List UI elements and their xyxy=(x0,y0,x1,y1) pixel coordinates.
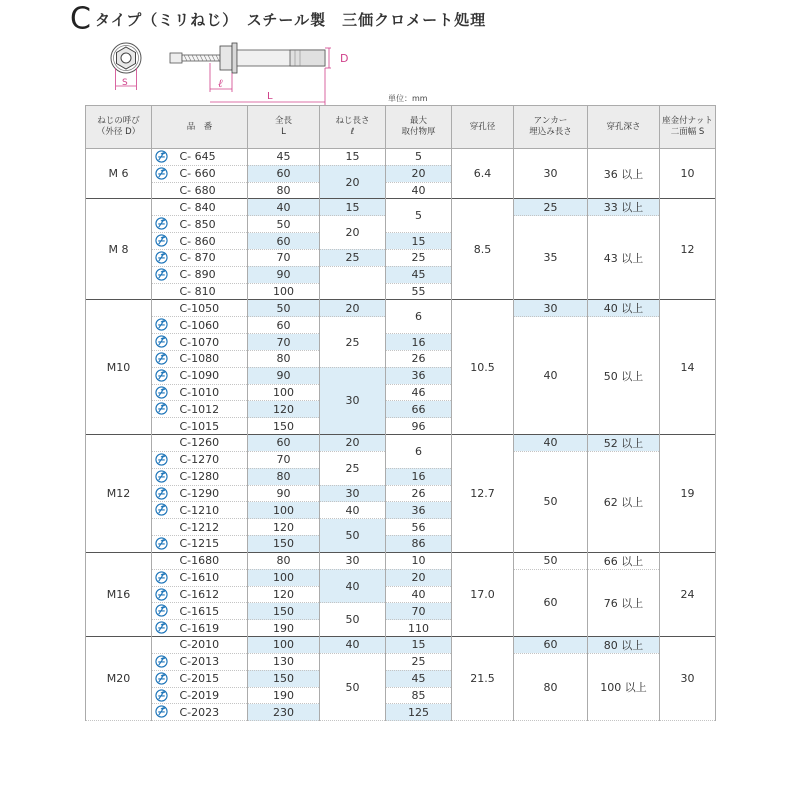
product-code-cell xyxy=(152,249,248,266)
length-cell: 50 xyxy=(248,216,320,233)
anchor-mark-icon xyxy=(155,234,168,247)
length-cell: 45 xyxy=(248,149,320,166)
product-code: C-1619 xyxy=(179,621,220,635)
thread-length-cell: 30 xyxy=(320,367,386,434)
product-code-cell xyxy=(152,199,248,216)
thread-length-cell: 30 xyxy=(320,485,386,502)
anchor-mark-icon xyxy=(155,268,168,281)
product-code: C-1270 xyxy=(179,453,220,467)
product-code-cell xyxy=(152,334,248,351)
hole-diameter-cell: 6.4 xyxy=(452,149,514,199)
max-fixture-cell: 5 xyxy=(386,149,452,166)
product-code: C-1280 xyxy=(179,470,220,484)
product-code: C- 870 xyxy=(179,251,216,265)
length-cell: 90 xyxy=(248,485,320,502)
anchor-mark-icon xyxy=(155,150,168,163)
table-row xyxy=(86,199,716,216)
thread-length-cell: 20 xyxy=(320,165,386,199)
thread-length-cell: 30 xyxy=(320,552,386,569)
product-code: C-1050 xyxy=(179,301,220,315)
product-code: C-2015 xyxy=(179,672,220,686)
hole-depth-cell: 33 以上 xyxy=(588,199,660,216)
product-code-cell xyxy=(152,317,248,334)
length-cell: 80 xyxy=(248,182,320,199)
nut-width-cell: 19 xyxy=(660,434,716,552)
max-fixture-cell: 96 xyxy=(386,418,452,435)
anchor-mark-icon xyxy=(155,537,168,550)
length-cell: 60 xyxy=(248,317,320,334)
product-code-cell xyxy=(152,704,248,721)
type-letter: C xyxy=(70,1,91,37)
max-fixture-cell: 55 xyxy=(386,283,452,300)
header-nut: 座金付ナット 二面幅 S xyxy=(660,106,716,149)
embed-length-cell: 35 xyxy=(514,216,588,300)
product-code-cell xyxy=(152,620,248,637)
product-code-cell xyxy=(152,653,248,670)
product-code: C- 860 xyxy=(179,234,216,248)
product-code-cell xyxy=(152,266,248,283)
product-code: C- 680 xyxy=(179,183,216,197)
anchor-mark-icon xyxy=(155,369,168,382)
product-code: C- 810 xyxy=(179,284,216,298)
label-d: D xyxy=(340,52,349,65)
anchor-mark-icon xyxy=(155,352,168,365)
embed-length-cell: 40 xyxy=(514,317,588,435)
product-code: C-2023 xyxy=(179,705,220,719)
max-fixture-cell: 20 xyxy=(386,165,452,182)
product-code: C-1015 xyxy=(179,419,220,433)
product-code: C- 840 xyxy=(179,200,216,214)
product-code: C-1680 xyxy=(179,554,220,568)
header-size: ねじの呼び （外径 D） xyxy=(86,106,152,149)
thread-length-cell: 20 xyxy=(320,300,386,317)
embed-length-cell: 40 xyxy=(514,434,588,451)
max-fixture-cell: 85 xyxy=(386,687,452,704)
thread-length-cell: 25 xyxy=(320,249,386,266)
anchor-mark-icon xyxy=(155,217,168,230)
product-code-cell xyxy=(152,603,248,620)
length-cell: 100 xyxy=(248,636,320,653)
product-code: C-2010 xyxy=(179,638,220,652)
max-fixture-cell: 5 xyxy=(386,199,452,233)
hole-depth-cell: 52 以上 xyxy=(588,434,660,451)
thread-length-cell: 50 xyxy=(320,653,386,720)
hole-depth-cell: 50 以上 xyxy=(588,317,660,435)
max-fixture-cell: 70 xyxy=(386,603,452,620)
header-maxfix: 最大 取付物厚 xyxy=(386,106,452,149)
anchor-mark-icon xyxy=(155,621,168,634)
product-code-cell xyxy=(152,165,248,182)
max-fixture-cell: 10 xyxy=(386,552,452,569)
length-cell: 70 xyxy=(248,249,320,266)
hole-depth-cell: 40 以上 xyxy=(588,300,660,317)
table-row xyxy=(86,569,716,586)
anchor-bolt-diagram xyxy=(95,36,365,106)
product-code-cell xyxy=(152,401,248,418)
size-cell: M 6 xyxy=(86,149,152,199)
product-code-cell xyxy=(152,502,248,519)
embed-length-cell: 30 xyxy=(514,149,588,199)
product-code-cell xyxy=(152,283,248,300)
product-code-cell xyxy=(152,384,248,401)
nut-width-cell: 24 xyxy=(660,552,716,636)
anchor-mark-icon xyxy=(155,672,168,685)
product-code-cell xyxy=(152,535,248,552)
product-code: C-1290 xyxy=(179,486,220,500)
max-fixture-cell: 25 xyxy=(386,653,452,670)
length-cell: 120 xyxy=(248,401,320,418)
length-cell: 80 xyxy=(248,468,320,485)
anchor-mark-icon xyxy=(155,318,168,331)
size-cell: M16 xyxy=(86,552,152,636)
anchor-mark-icon xyxy=(155,487,168,500)
max-fixture-cell: 6 xyxy=(386,434,452,468)
hole-diameter-cell: 17.0 xyxy=(452,552,514,636)
length-cell: 150 xyxy=(248,535,320,552)
table-row xyxy=(86,636,716,653)
product-code: C- 645 xyxy=(179,150,216,164)
product-code-cell xyxy=(152,519,248,536)
max-fixture-cell: 16 xyxy=(386,468,452,485)
size-cell: M20 xyxy=(86,636,152,720)
product-code: C-1070 xyxy=(179,335,220,349)
hole-depth-cell: 100 以上 xyxy=(588,653,660,720)
max-fixture-cell: 40 xyxy=(386,182,452,199)
hole-diameter-cell: 8.5 xyxy=(452,199,514,300)
table-header-row xyxy=(86,106,716,149)
product-code: C- 890 xyxy=(179,268,216,282)
thread-length-cell: 25 xyxy=(320,451,386,485)
nut-width-cell: 30 xyxy=(660,636,716,720)
length-cell: 80 xyxy=(248,552,320,569)
header-hole-dia: 穿孔径 xyxy=(452,106,514,149)
length-cell: 70 xyxy=(248,451,320,468)
product-code: C-1212 xyxy=(179,520,220,534)
hole-depth-cell: 66 以上 xyxy=(588,552,660,569)
nut-width-cell: 12 xyxy=(660,199,716,300)
length-cell: 100 xyxy=(248,569,320,586)
length-cell: 60 xyxy=(248,233,320,250)
hole-depth-cell: 62 以上 xyxy=(588,451,660,552)
anchor-mark-icon xyxy=(155,689,168,702)
anchor-side-view-icon xyxy=(170,43,331,106)
max-fixture-cell: 125 xyxy=(386,704,452,721)
max-fixture-cell: 66 xyxy=(386,401,452,418)
max-fixture-cell: 15 xyxy=(386,233,452,250)
product-code-cell xyxy=(152,300,248,317)
label-l-script: ℓ xyxy=(218,77,223,90)
thread-length-cell xyxy=(320,266,386,300)
product-code-cell xyxy=(152,687,248,704)
anchor-mark-icon xyxy=(155,470,168,483)
product-code: C-2019 xyxy=(179,688,220,702)
embed-length-cell: 80 xyxy=(514,653,588,720)
length-cell: 230 xyxy=(248,704,320,721)
product-code: C-1012 xyxy=(179,402,220,416)
max-fixture-cell: 36 xyxy=(386,502,452,519)
anchor-spec-table xyxy=(85,105,716,721)
max-fixture-cell: 45 xyxy=(386,266,452,283)
thread-length-cell: 15 xyxy=(320,199,386,216)
thread-length-cell: 15 xyxy=(320,149,386,166)
size-cell: M10 xyxy=(86,300,152,435)
anchor-mark-icon xyxy=(155,705,168,718)
anchor-mark-icon xyxy=(155,251,168,264)
product-code-cell xyxy=(152,451,248,468)
max-fixture-cell: 26 xyxy=(386,350,452,367)
max-fixture-cell: 56 xyxy=(386,519,452,536)
header-code: 品 番 xyxy=(152,106,248,149)
product-code-cell xyxy=(152,636,248,653)
product-code-cell xyxy=(152,485,248,502)
length-cell: 90 xyxy=(248,266,320,283)
product-code: C-1010 xyxy=(179,385,220,399)
product-code: C-1260 xyxy=(179,436,220,450)
hole-diameter-cell: 12.7 xyxy=(452,434,514,552)
hole-depth-cell: 36 以上 xyxy=(588,149,660,199)
length-cell: 60 xyxy=(248,434,320,451)
length-cell: 50 xyxy=(248,300,320,317)
table-row xyxy=(86,149,716,166)
product-code: C- 660 xyxy=(179,167,216,181)
embed-length-cell: 30 xyxy=(514,300,588,317)
anchor-mark-icon xyxy=(155,402,168,415)
max-fixture-cell: 110 xyxy=(386,620,452,637)
product-code-cell xyxy=(152,367,248,384)
thread-length-cell: 20 xyxy=(320,216,386,250)
max-fixture-cell: 40 xyxy=(386,586,452,603)
table-row xyxy=(86,434,716,451)
length-cell: 150 xyxy=(248,603,320,620)
thread-length-cell: 40 xyxy=(320,569,386,603)
product-code-cell xyxy=(152,216,248,233)
length-cell: 120 xyxy=(248,586,320,603)
title-text: タイプ（ミリねじ） スチール製 三価クロメート処理 xyxy=(94,10,487,29)
length-cell: 80 xyxy=(248,350,320,367)
length-cell: 60 xyxy=(248,165,320,182)
header-hole-depth: 穿孔深さ xyxy=(588,106,660,149)
product-code-cell xyxy=(152,468,248,485)
product-code: C-1060 xyxy=(179,318,220,332)
max-fixture-cell: 16 xyxy=(386,334,452,351)
embed-length-cell: 60 xyxy=(514,636,588,653)
max-fixture-cell: 25 xyxy=(386,249,452,266)
size-cell: M12 xyxy=(86,434,152,552)
hole-depth-cell: 80 以上 xyxy=(588,636,660,653)
thread-length-cell: 50 xyxy=(320,603,386,637)
header-embed: アンカー 埋込み長さ xyxy=(514,106,588,149)
embed-length-cell: 60 xyxy=(514,569,588,636)
anchor-mark-icon xyxy=(155,503,168,516)
anchor-mark-icon xyxy=(155,386,168,399)
label-l: L xyxy=(267,91,273,102)
product-code-cell xyxy=(152,434,248,451)
product-code-cell xyxy=(152,233,248,250)
hole-diameter-cell: 10.5 xyxy=(452,300,514,435)
product-code: C-1090 xyxy=(179,369,220,383)
anchor-mark-icon xyxy=(155,167,168,180)
size-cell: M 8 xyxy=(86,199,152,300)
product-code-cell xyxy=(152,569,248,586)
length-cell: 120 xyxy=(248,519,320,536)
product-code-cell xyxy=(152,350,248,367)
hole-depth-cell: 43 以上 xyxy=(588,216,660,300)
embed-length-cell: 50 xyxy=(514,451,588,552)
length-cell: 100 xyxy=(248,384,320,401)
length-cell: 130 xyxy=(248,653,320,670)
thread-length-cell: 50 xyxy=(320,519,386,553)
max-fixture-cell: 36 xyxy=(386,367,452,384)
product-code-cell xyxy=(152,670,248,687)
thread-length-cell: 40 xyxy=(320,502,386,519)
length-cell: 150 xyxy=(248,418,320,435)
product-code: C-1215 xyxy=(179,537,220,551)
length-cell: 190 xyxy=(248,687,320,704)
product-code-cell xyxy=(152,552,248,569)
length-cell: 150 xyxy=(248,670,320,687)
product-code-cell xyxy=(152,418,248,435)
max-fixture-cell: 46 xyxy=(386,384,452,401)
max-fixture-cell: 86 xyxy=(386,535,452,552)
table-row xyxy=(86,653,716,670)
anchor-mark-icon xyxy=(155,335,168,348)
nut-width-cell: 14 xyxy=(660,300,716,435)
product-code: C-1612 xyxy=(179,587,220,601)
header-thread: ねじ長さ ℓ xyxy=(320,106,386,149)
product-code: C-1610 xyxy=(179,571,220,585)
table-row xyxy=(86,300,716,317)
nut-width-cell: 10 xyxy=(660,149,716,199)
product-code-cell xyxy=(152,149,248,166)
product-code: C-1080 xyxy=(179,352,220,366)
embed-length-cell: 50 xyxy=(514,552,588,569)
length-cell: 40 xyxy=(248,199,320,216)
unit-note: 単位：mm xyxy=(388,94,428,103)
table-body xyxy=(86,149,716,721)
max-fixture-cell: 45 xyxy=(386,670,452,687)
length-cell: 90 xyxy=(248,367,320,384)
table-row xyxy=(86,552,716,569)
hole-depth-cell: 76 以上 xyxy=(588,569,660,636)
length-cell: 100 xyxy=(248,283,320,300)
product-code: C- 850 xyxy=(179,217,216,231)
product-code-cell xyxy=(152,182,248,199)
product-code: C-1210 xyxy=(179,503,220,517)
header-length: 全長 L xyxy=(248,106,320,149)
embed-length-cell: 25 xyxy=(514,199,588,216)
length-cell: 190 xyxy=(248,620,320,637)
product-code: C-1615 xyxy=(179,604,220,618)
max-fixture-cell: 15 xyxy=(386,636,452,653)
max-fixture-cell: 26 xyxy=(386,485,452,502)
thread-length-cell: 25 xyxy=(320,317,386,367)
length-cell: 100 xyxy=(248,502,320,519)
page-title xyxy=(70,2,486,36)
max-fixture-cell: 6 xyxy=(386,300,452,334)
product-code-cell xyxy=(152,586,248,603)
anchor-mark-icon xyxy=(155,453,168,466)
anchor-mark-icon xyxy=(155,604,168,617)
thread-length-cell: 20 xyxy=(320,434,386,451)
max-fixture-cell: 20 xyxy=(386,569,452,586)
thread-length-cell: 40 xyxy=(320,636,386,653)
anchor-mark-icon xyxy=(155,655,168,668)
length-cell: 70 xyxy=(248,334,320,351)
anchor-mark-icon xyxy=(155,588,168,601)
anchor-mark-icon xyxy=(155,571,168,584)
product-code: C-2013 xyxy=(179,655,220,669)
label-s: S xyxy=(122,78,128,88)
hole-diameter-cell: 21.5 xyxy=(452,636,514,720)
